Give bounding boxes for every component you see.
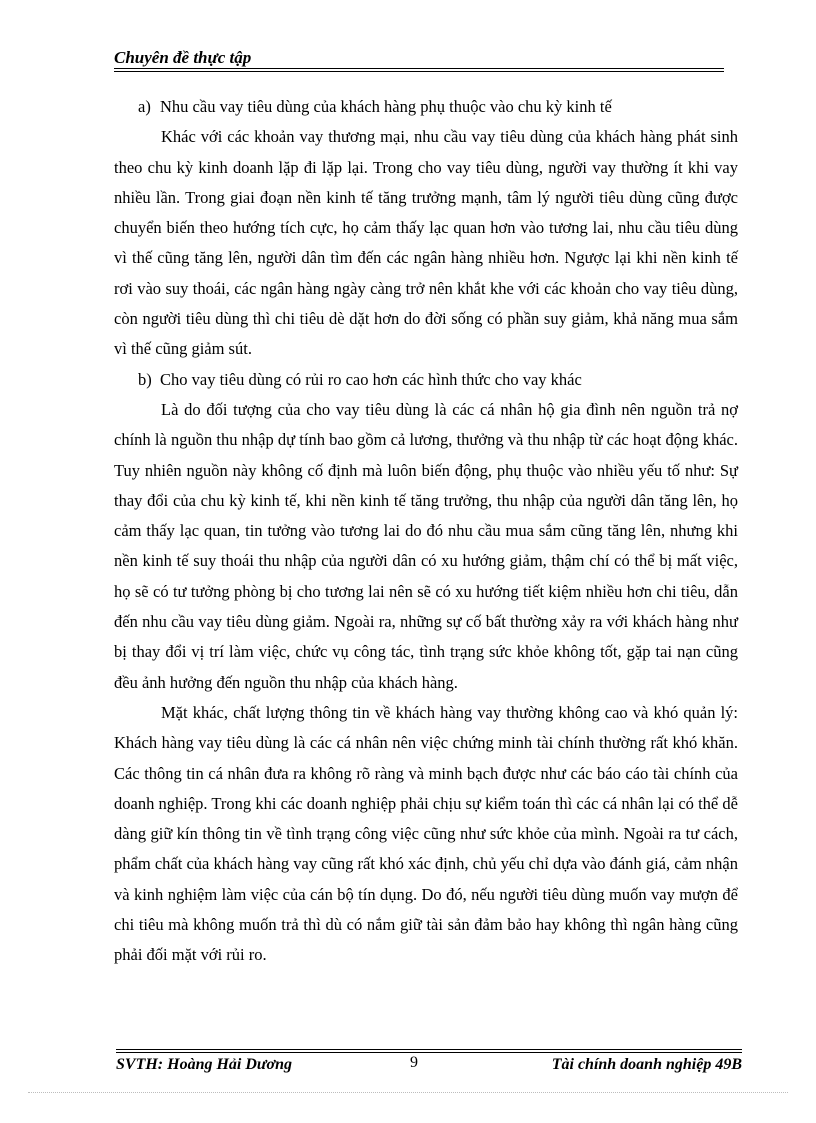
section-heading-a xyxy=(114,92,738,122)
footer-course: Tài chính doanh nghiệp 49B xyxy=(551,1056,742,1073)
footer-rule xyxy=(116,1049,742,1053)
page-edge-divider xyxy=(28,1092,788,1093)
header-rule xyxy=(114,68,724,72)
list-marker: b) xyxy=(138,369,152,389)
document-body xyxy=(114,92,738,971)
page-footer xyxy=(116,1056,742,1078)
section-heading-text: Nhu cầu vay tiêu dùng của khách hàng phụ thuộc vào chu kỳ kinh tế xyxy=(160,97,612,116)
section-heading-text: Cho vay tiêu dùng có rủi ro cao hơn các hình thức cho vay khác xyxy=(160,369,582,389)
paragraph: Khác với các khoản vay thương mại, nhu cầu vay tiêu dùng của khách hàng phát sinh theo chu kỳ kinh doanh lặp đi lặp lại. Trong cho vay tiêu dùng, người vay thường ít khi vay nhiều lần. Trong giai đoạn nền kinh tế tăng trưởng mạnh, tâm lý người tiêu dùng cũng được chuyển biến theo hướng tích cực, họ cảm thấy lạc quan hơn vào tương lai, nhu cầu tiêu dùng vì thế cũng tăng lên, người dân tìm đến các ngân hàng nhiều hơn. Ngược lại khi nền kinh tế rơi vào suy thoái, các ngân hàng ngày càng trở nên khắt khe với các khoản cho vay tiêu dùng, còn người tiêu dùng thì chi tiêu dè dặt hơn do đời sống có phần suy giảm, khả năng mua sắm vì thế cũng giảm sút. xyxy=(114,127,738,359)
header-title: Chuyên đề thực tập xyxy=(114,48,252,67)
section-heading-b xyxy=(114,365,738,395)
footer-author: SVTH: Hoàng Hải Dương xyxy=(116,1056,292,1073)
list-marker: a) xyxy=(138,97,151,116)
page-header xyxy=(114,48,724,68)
paragraph: Là do đối tượng của cho vay tiêu dùng là các cá nhân hộ gia đình nên nguồn trả nợ chính là nguồn thu nhập dự tính bao gồm cả lương, thưởng và thu nhập từ các hoạt động khác. Tuy nhiên nguồn này không cố định mà luôn biến động, phụ thuộc vào nhiều yếu tố như: Sự thay đổi của chu kỳ kinh tế, khi nền kinh tế tăng trưởng, thu nhập của người dân tăng lên, họ cảm thấy lạc quan, tin tưởng vào tương lai do đó nhu cầu mua sắm cũng tăng lên, nhưng khi nền kinh tế suy thoái thu nhập của người dân có xu hướng giảm, thậm chí có thể bị mất việc, họ sẽ có tư tưởng phòng bị cho tương lai nên sẽ có xu hướng tiết kiệm nhiều hơn chi tiêu, dẫn đến nhu cầu vay tiêu dùng giảm. Ngoài ra, những sự cố bất thường xảy ra với khách hàng như bị thay đổi vị trí làm việc, chức vụ công tác, tình trạng sức khỏe không tốt, gặp tai nạn cũng đều ảnh hưởng đến nguồn thu nhập của khách hàng. xyxy=(114,399,738,692)
paragraph: Mặt khác, chất lượng thông tin về khách hàng vay thường không cao và khó quản lý: Khách hàng vay tiêu dùng là các cá nhân nên việc chứng minh tài chính thường rất khó khăn. Các thông tin cá nhân đưa ra không rõ ràng và minh bạch được như các báo cáo tài chính của doanh nghiệp. Trong khi các doanh nghiệp phải chịu sự kiểm toán thì các cá nhân lại có thể dễ dàng giữ kín thông tin về tình trạng công việc cũng như sức khỏe của mình. Ngoài ra tư cách, phẩm chất của khách hàng vay cũng rất khó xác định, chủ yếu chỉ dựa vào đánh giá, cảm nhận và kinh nghiệm làm việc của cán bộ tín dụng. Do đó, nếu người tiêu dùng muốn vay mượn để chi tiêu mà không muốn trả thì dù có nắm giữ tài sản đảm bảo hay không thì ngân hàng cũng phải đối mặt với rủi ro. xyxy=(114,702,738,965)
page-number: 9 xyxy=(410,1054,418,1071)
